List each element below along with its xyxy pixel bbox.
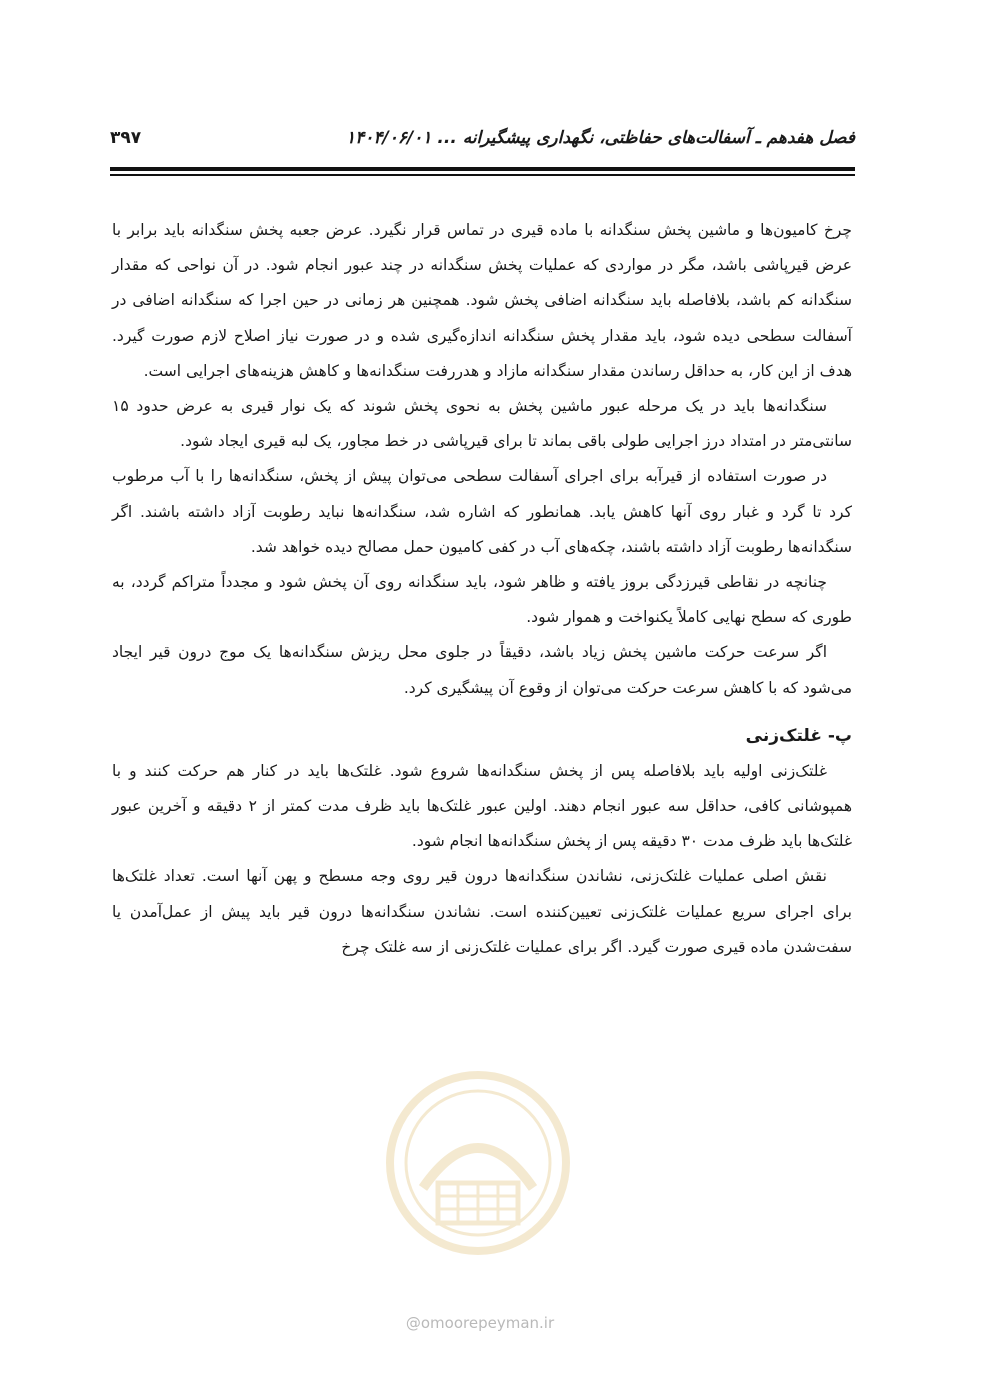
paragraph-7: نقش اصلی عملیات غلتک‌زنی، نشاندن سنگدانه‌ها درون قیر روی وجه مسطح و پهن آنها است. تعداد غلتک‌ها برای اجرای سریع عملیات غلتک‌زنی تعیین‌کننده است. نشاندن سنگدانه‌ها درون قیر باید پیش از عمل‌آمدن یا سفت‌شدن ماده قیری صورت گیرد. اگر برای عملیات غلتک‌زنی از سه غلتک چرخ bbox=[112, 867, 852, 956]
watermark-logo bbox=[383, 1068, 573, 1258]
running-header bbox=[110, 122, 855, 152]
page-number: ۳۹۷ bbox=[110, 128, 142, 148]
paragraph-1: چرخ کامیون‌ها و ماشین پخش سنگدانه با ماده قیری در تماس قرار نگیرد. عرض جعبه پخش سنگدانه باید برابر با عرض قیرپاشی باشد، مگر در مواردی که عملیات پخش سنگدانه در چند عبور انجام شود. در آن نواحی که مقدار سنگدانه کم باشد، بلافاصله باید سنگدانه اضافی پخش شود. همچنین هر زمانی در حین اجرا که سنگدانه اضافی در آسفالت سطحی دیده شود، باید مقدار پخش سنگدانه اندازه‌گیری شده و در صورت نیاز اصلاح لازم صورت گیرد. هدف از این کار، به حداقل رساندن مقدار سنگدانه مازاد و هدررفت سنگدانه‌ها و کاهش هزینه‌های اجرایی است. bbox=[112, 221, 852, 380]
chapter-title: فصل هفدهم ـ آسفالت‌های حفاظتی، نگهداری پیشگیرانه ... ۱۴۰۴/۰۶/۰۱ bbox=[346, 128, 855, 148]
header-rule-thin bbox=[110, 174, 855, 176]
watermark-site: @omoorepeyman.ir bbox=[405, 1314, 555, 1332]
paragraph-2: سنگدانه‌ها باید در یک مرحله عبور ماشین پخش به نحوی پخش شوند که یک نوار قیری به عرض حدود ۱۵ سانتی‌متر در امتداد درز اجرایی طولی باقی بماند تا برای قیرپاشی در خط مجاور، یک لبه قیری ایجاد شود. bbox=[112, 397, 852, 451]
paragraph-5: اگر سرعت حرکت ماشین پخش زیاد باشد، دقیقاً در جلوی محل ریزش سنگدانه‌ها یک موج درون قیر ایجاد می‌شود که با کاهش سرعت حرکت می‌توان از وقوع آن پیشگیری کرد. bbox=[112, 643, 852, 697]
paragraph-6: غلتک‌زنی اولیه باید بلافاصله پس از پخش سنگدانه‌ها شروع شود. غلتک‌ها باید در کنار هم حرکت کنند و با همپوشانی کافی، حداقل سه عبور انجام دهند. اولین عبور غلتک‌ها باید ظرف مدت کمتر از ۲ دقیقه و آخرین عبور غلتک‌ها باید ظرف مدت ۳۰ دقیقه پس از پخش سنگدانه‌ها انجام شود. bbox=[112, 761, 852, 851]
body-text bbox=[112, 213, 852, 965]
paragraph-4: چنانچه در نقاطی قیرزدگی بروز یافته و ظاهر شود، باید سنگدانه روی آن پخش شود و مجدداً متراکم گردد، به طوری که سطح نهایی کاملاً یکنواخت و هموار شود. bbox=[112, 573, 852, 627]
header-rule-thick bbox=[110, 167, 855, 171]
paragraph-3: در صورت استفاده از قیرآبه برای اجرای آسفالت سطحی می‌توان پیش از پخش، سنگدانه‌ها را با آب مرطوب کرد تا گرد و غبار روی آنها کاهش یابد. همانطور که اشاره شد، سنگدانه‌ها نباید رطوبت آزاد داشته باشند. اگر سنگدانه‌ها رطوبت آزاد داشته باشند، چکه‌های آب در کفی کامیون حمل مصالح دیده خواهد شد. bbox=[112, 467, 852, 556]
section-heading: پ- غلتک‌زنی bbox=[745, 725, 852, 746]
